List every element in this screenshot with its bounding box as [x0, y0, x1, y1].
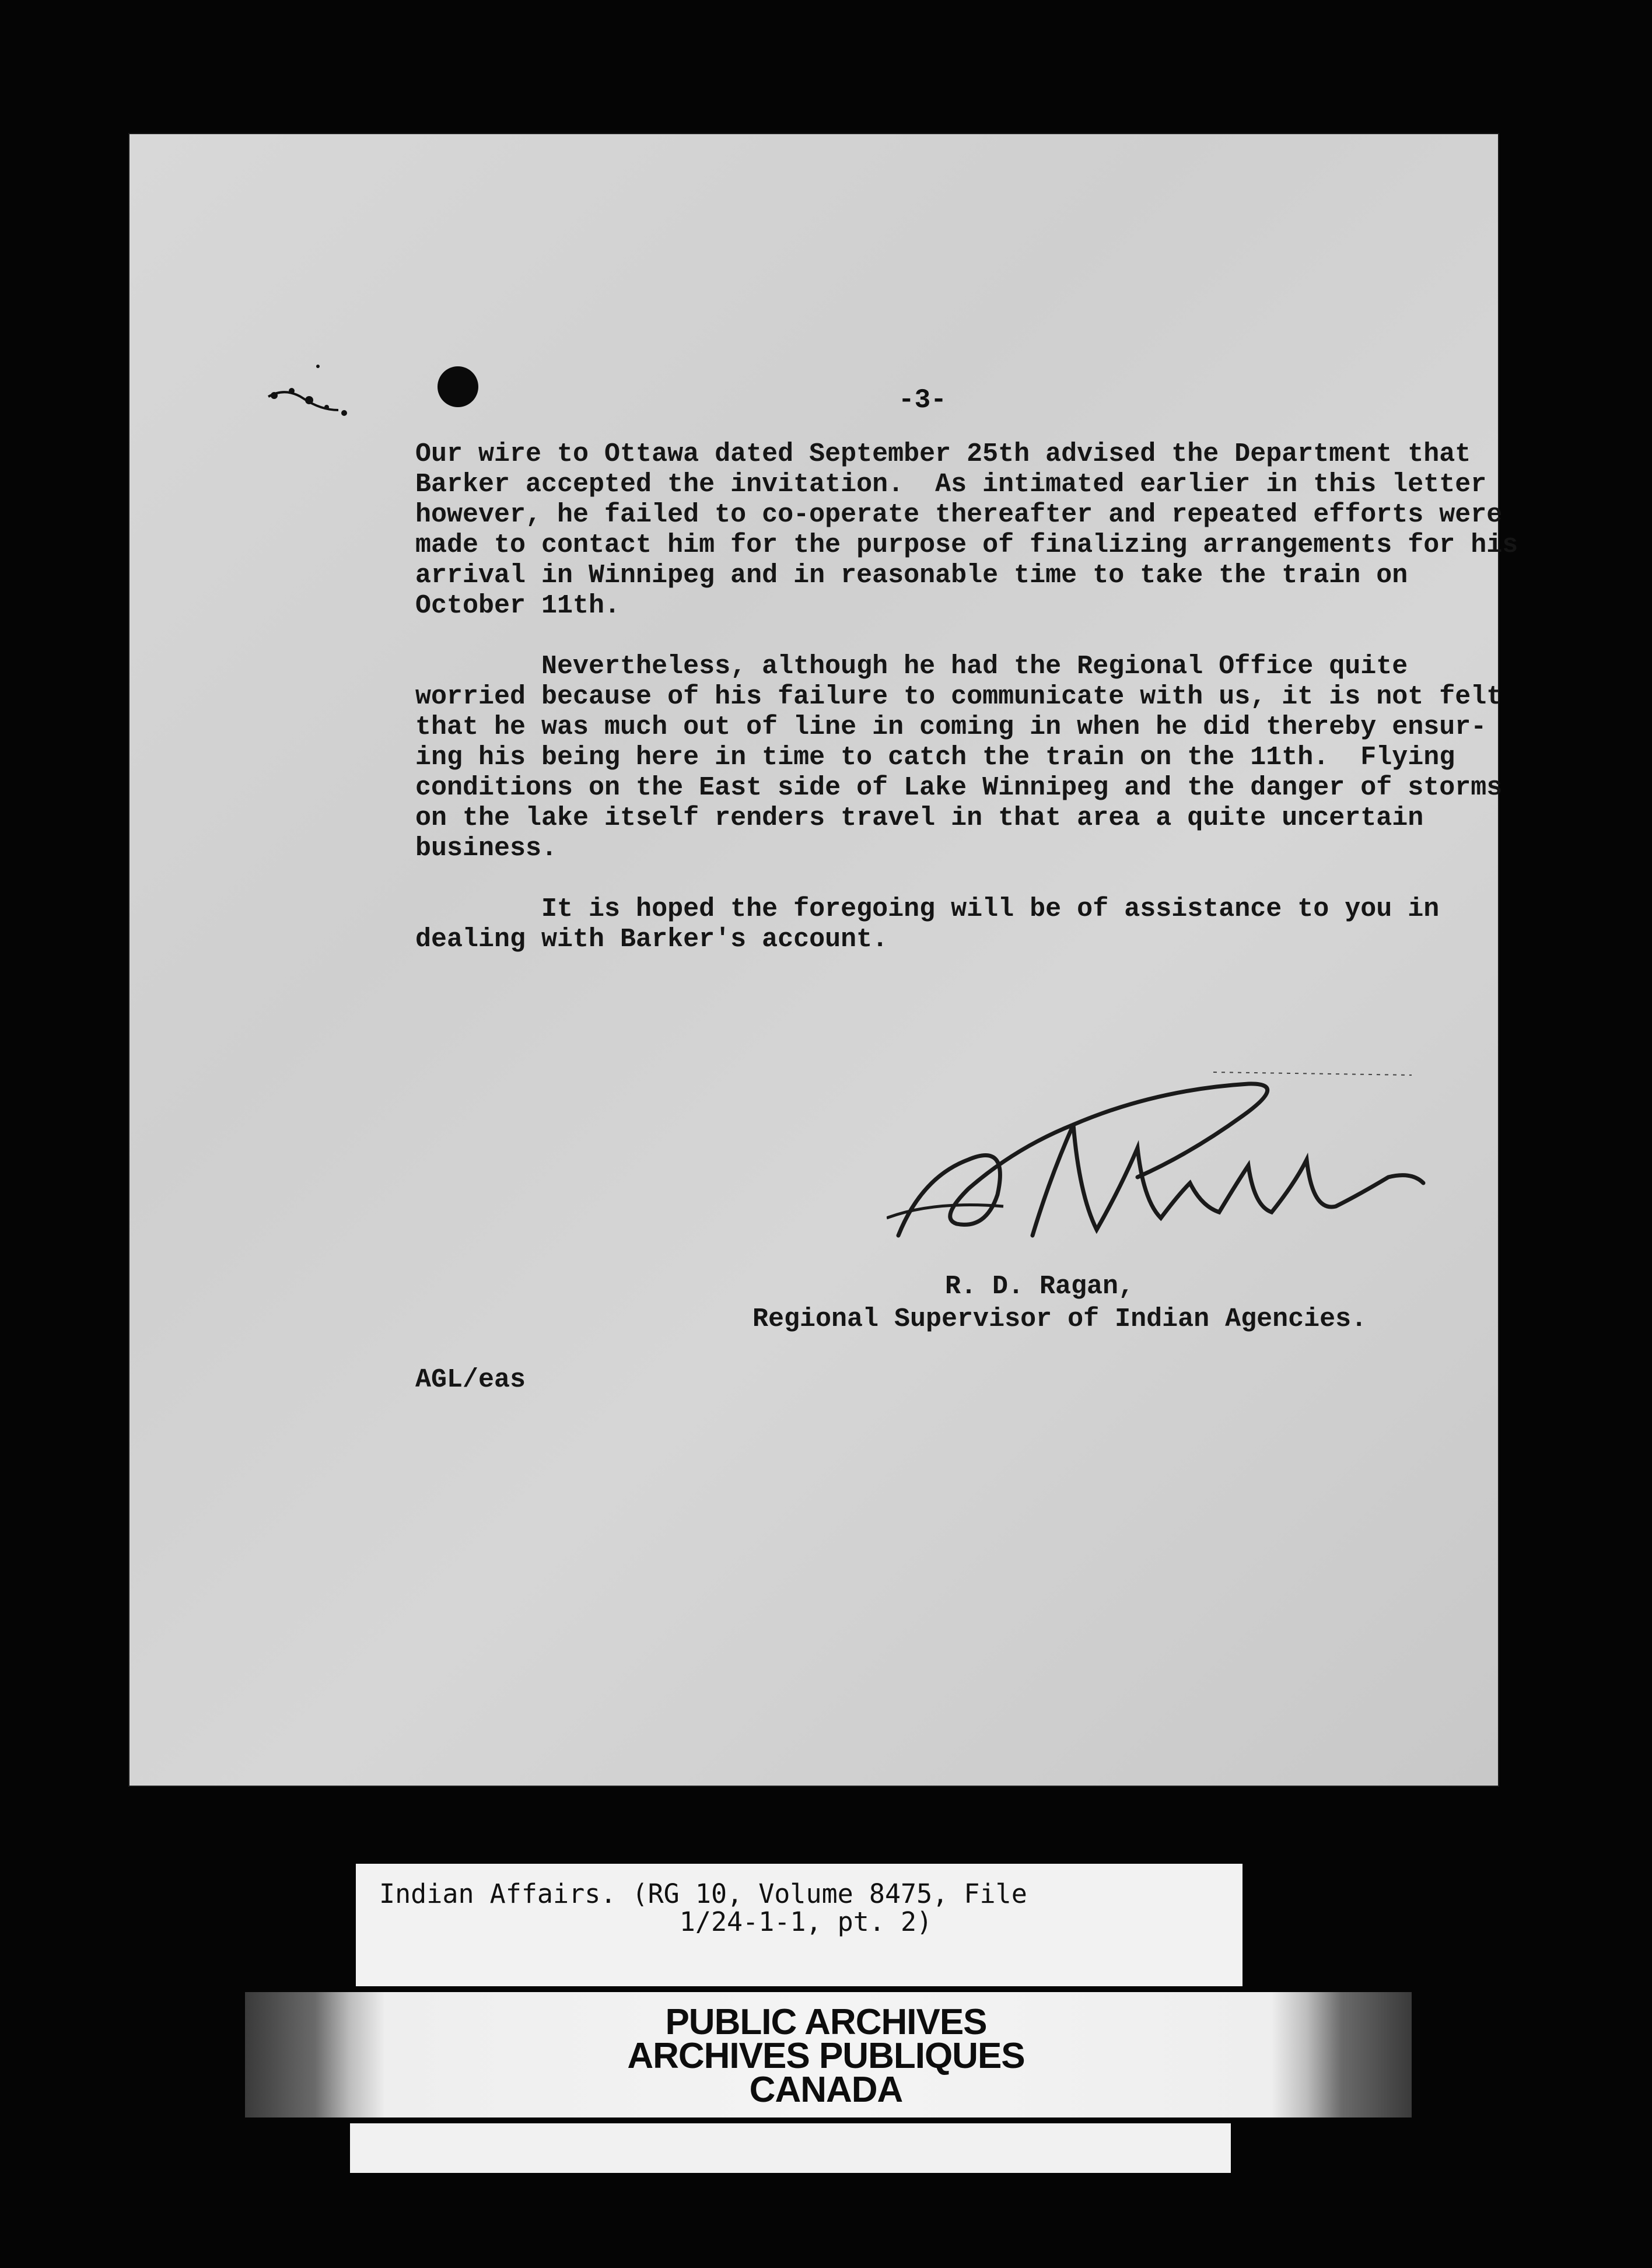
- citation-label: [356, 1864, 1242, 1986]
- typist-initials: AGL/eas: [415, 1365, 526, 1395]
- page-number: -3-: [898, 385, 947, 415]
- citation-line: 1/24-1-1, pt. 2): [379, 1906, 933, 1937]
- ink-specks: [262, 355, 391, 442]
- text-line: on the lake itself renders travel in that area a quite uncertain: [415, 803, 1424, 833]
- text-line: October 11th.: [415, 591, 621, 621]
- letter-body: [415, 439, 1518, 985]
- archives-band: [350, 2123, 1231, 2173]
- archives-line: PUBLIC ARCHIVES: [665, 2002, 987, 2042]
- signature-block: [752, 1270, 1367, 1336]
- text-line: It is hoped the foregoing will be of assistance to you in: [415, 894, 1440, 924]
- letter-page: [128, 133, 1518, 1787]
- text-line: however, he failed to co-operate thereafter and repeated efforts were: [415, 500, 1503, 530]
- paragraph-1: [415, 439, 1518, 621]
- archives-stamp: [0, 2002, 1652, 2110]
- ink-blot: [438, 366, 478, 407]
- text-line: arrival in Winnipeg and in reasonable time to take the train on: [415, 561, 1408, 590]
- text-line: Barker accepted the invitation. As intimated earlier in this letter: [415, 470, 1487, 499]
- text-line: dealing with Barker's account.: [415, 925, 888, 954]
- text-line: that he was much out of line in coming in when he did thereby ensur-: [415, 712, 1487, 742]
- paragraph-3: [415, 894, 1442, 955]
- text-line: made to contact him for the purpose of finalizing arrangements for his: [415, 530, 1518, 560]
- archives-line: CANADA: [749, 2070, 903, 2110]
- text-line: business.: [415, 834, 558, 863]
- citation-line: Indian Affairs. (RG 10, Volume 8475, File: [379, 1878, 1027, 1909]
- citation-text: [379, 1880, 1027, 1936]
- paragraph-2: [415, 652, 1503, 864]
- text-line: conditions on the East side of Lake Winnipeg and the danger of storms: [415, 773, 1503, 803]
- text-line: Our wire to Ottawa dated September 25th advised the Department that: [415, 439, 1471, 469]
- text-line: Nevertheless, although he had the Regional Office quite: [415, 652, 1408, 681]
- signatory-name: R. D. Ragan,: [945, 1272, 1135, 1301]
- archives-line: ARCHIVES PUBLIQUES: [627, 2036, 1025, 2076]
- text-line: worried because of his failure to communicate with us, it is not felt: [415, 682, 1503, 712]
- signatory-title: Regional Supervisor of Indian Agencies.: [752, 1304, 1367, 1334]
- handwritten-signature: [887, 1060, 1435, 1259]
- text-line: ing his being here in time to catch the train on the 11th. Flying: [415, 743, 1455, 772]
